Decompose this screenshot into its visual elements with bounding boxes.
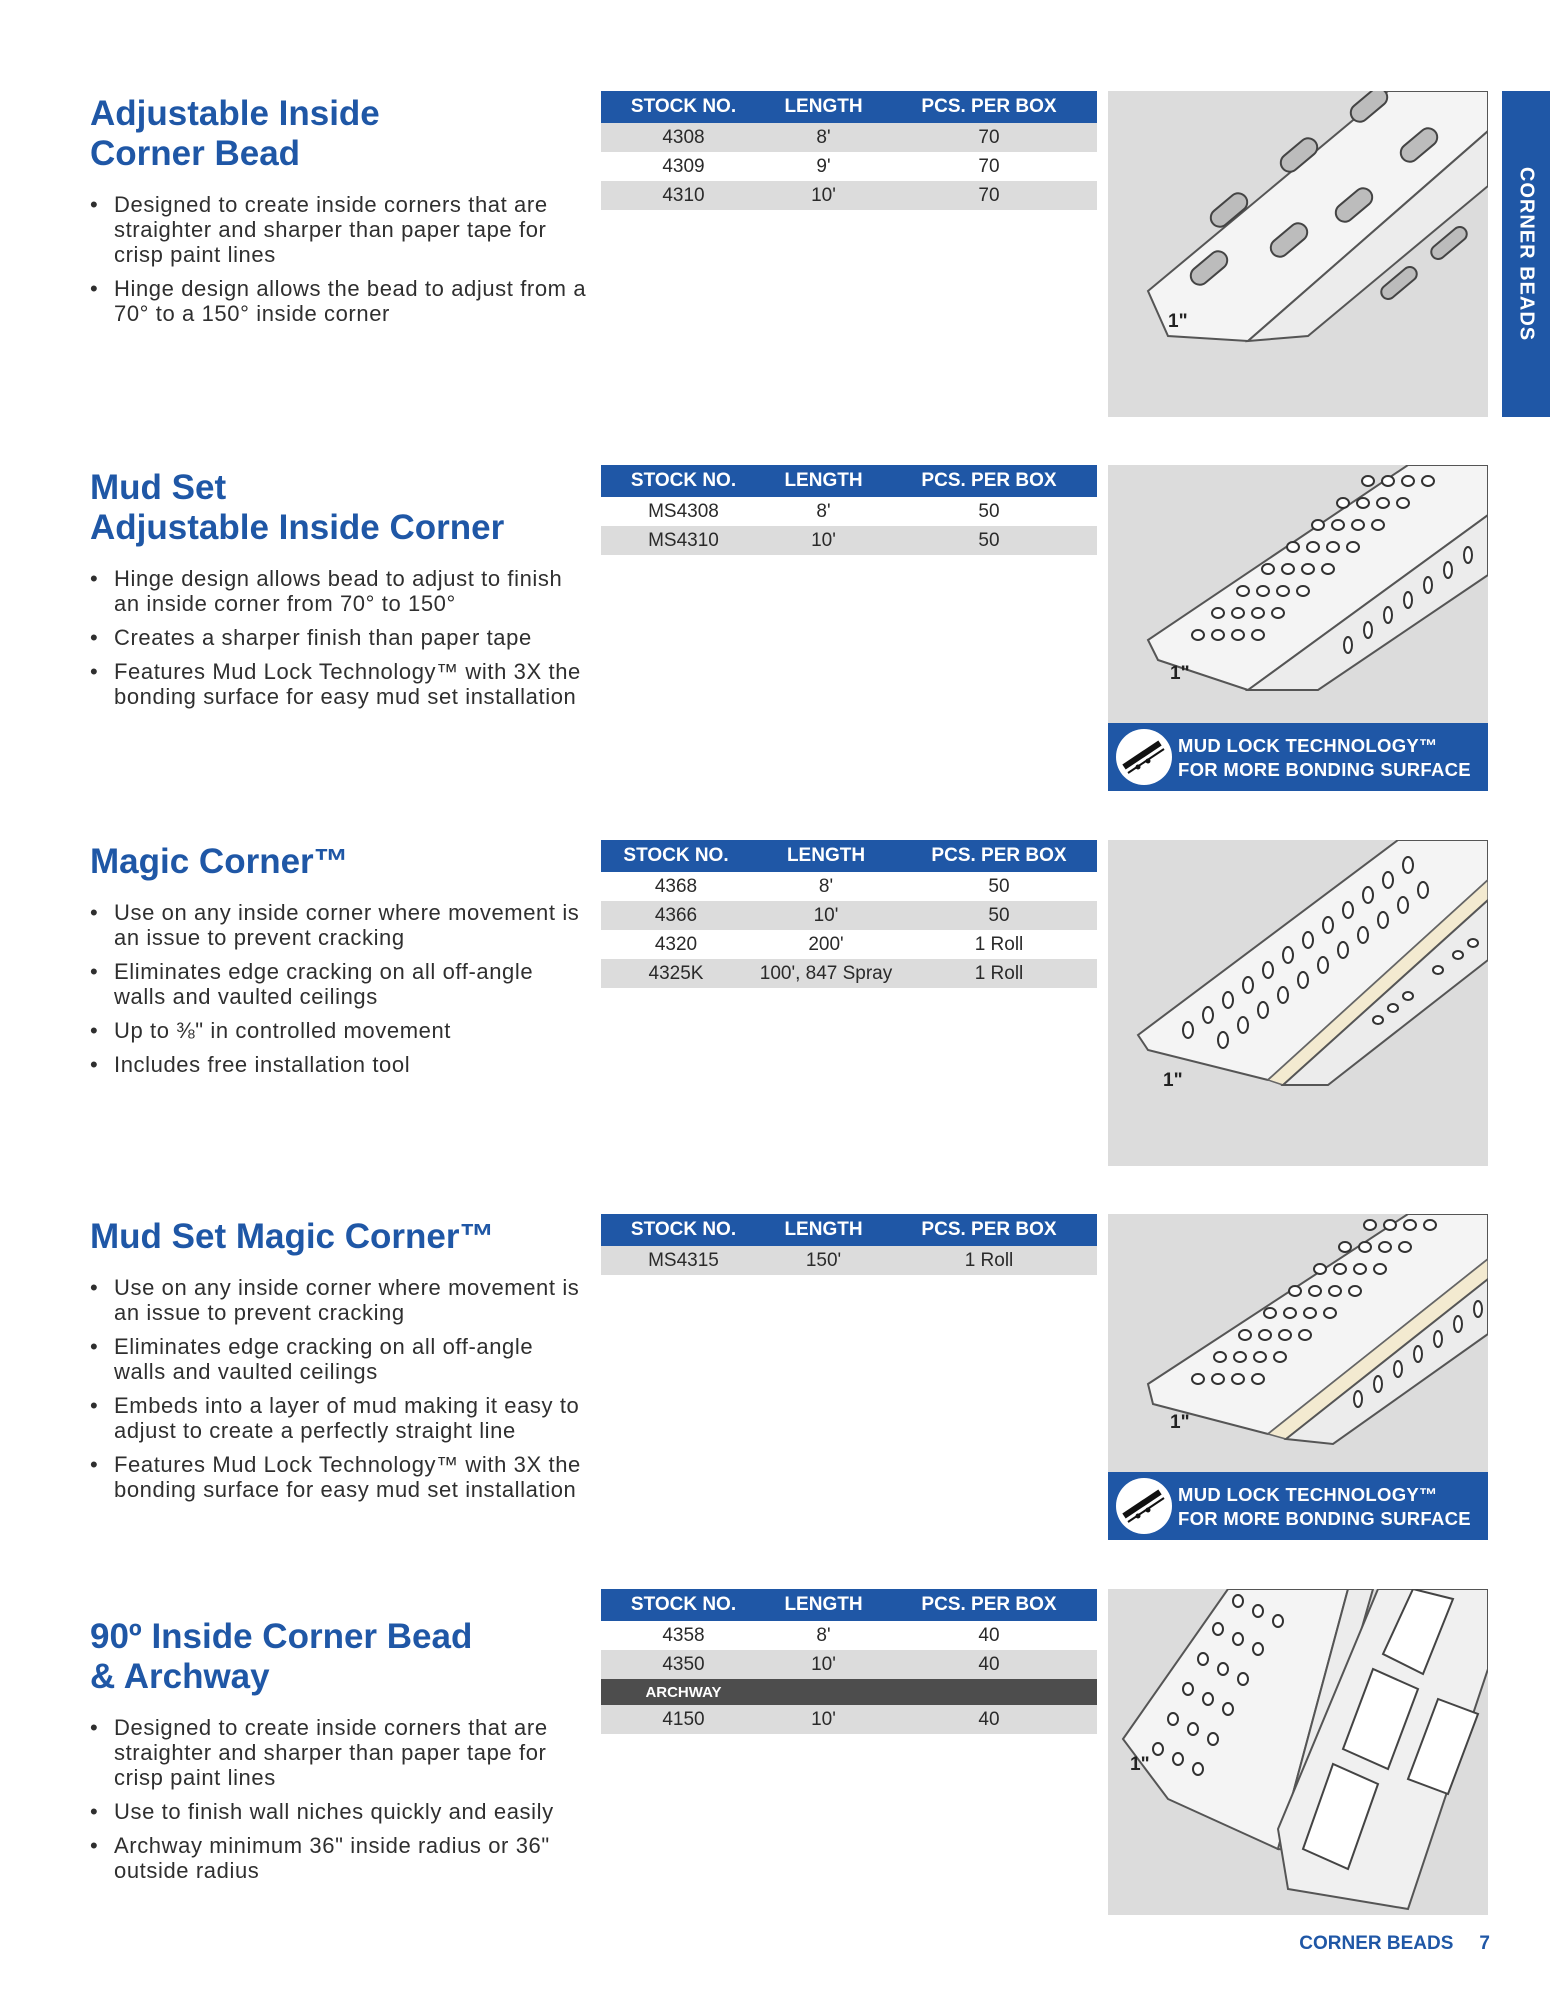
mud-lock-icon <box>1116 1478 1172 1534</box>
table-row: 4310 10' 70 <box>601 181 1097 210</box>
spec-table <box>601 1589 1097 1734</box>
table-row: 4150 10' 40 <box>601 1705 1097 1734</box>
table-row: 4350 10' 40 <box>601 1650 1097 1679</box>
footer-section: CORNER BEADS <box>1299 1933 1454 1954</box>
product-image <box>1108 91 1488 417</box>
mud-lock-badge <box>1108 723 1488 791</box>
feature-item: • Designed to create inside corners that are straighter and sharper than paper tape for crisp paint lines <box>90 192 590 267</box>
archway-label: ARCHWAY <box>601 1679 766 1705</box>
feature-item: • Designed to create inside corners that are straighter and sharper than paper tape for crisp paint lines <box>90 1715 590 1790</box>
table-row: 4308 8' 70 <box>601 123 1097 152</box>
product-title <box>90 842 590 882</box>
product-title <box>90 94 590 174</box>
mud-lock-badge <box>1108 1472 1488 1540</box>
table-row: 4368 8' 50 <box>654 875 1010 897</box>
table-row: 4309 9' 70 <box>662 155 1000 177</box>
col-pcs: PCS. PER BOX <box>881 1214 1097 1246</box>
title-line: Magic Corner™ <box>90 842 349 881</box>
table-row: 4325K 100', 847 Spray 1 Roll <box>601 959 1097 988</box>
badge-line-1: MUD LOCK TECHNOLOGY™ <box>1178 735 1438 756</box>
table-row: MS4310 10' 50 <box>601 526 1097 555</box>
feature-item: • Hinge design allows bead to adjust to finish an inside corner from 70° to 150° <box>90 566 590 616</box>
feature-item: • Features Mud Lock Technology™ with 3X the bonding surface for easy mud set installation <box>90 659 590 709</box>
title-line: Corner Bead <box>90 134 301 173</box>
feature-item: • Archway minimum 36" inside radius or 36" outside radius <box>90 1833 590 1883</box>
col-length: LENGTH <box>766 1589 881 1621</box>
col-stock: STOCK NO. <box>601 1589 766 1621</box>
spec-table <box>601 1214 1097 1275</box>
title-line: Mud Set <box>90 468 227 507</box>
feature-item: • Creates a sharper finish than paper tape <box>90 625 590 650</box>
col-stock: STOCK NO. <box>601 91 766 123</box>
feature-list <box>90 900 590 1077</box>
badge-line-2: FOR MORE BONDING SURFACE <box>1178 759 1471 780</box>
feature-list <box>90 192 590 326</box>
product-image <box>1108 465 1488 723</box>
feature-item: • Use to finish wall niches quickly and easily <box>90 1799 590 1824</box>
col-pcs: PCS. PER BOX <box>881 1589 1097 1621</box>
table-row: 4320 200' 1 Roll <box>654 933 1024 955</box>
feature-item: • Up to ⅜" in controlled movement <box>90 1018 590 1043</box>
side-tab[interactable] <box>1502 91 1550 417</box>
table-row: 4358 8' 40 <box>662 1624 1000 1646</box>
product-title <box>90 1217 590 1257</box>
feature-item: • Use on any inside corner where movement is an issue to prevent cracking <box>90 1275 590 1325</box>
page-number: 7 <box>1479 1933 1490 1954</box>
col-length: LENGTH <box>751 840 901 872</box>
feature-list <box>90 566 590 709</box>
col-stock: STOCK NO. <box>601 465 766 497</box>
col-length: LENGTH <box>766 465 881 497</box>
col-pcs: PCS. PER BOX <box>881 91 1097 123</box>
title-line: Adjustable Inside <box>90 94 380 133</box>
product-title <box>90 1617 590 1697</box>
dimension-label: 1" <box>1170 663 1190 684</box>
col-pcs: PCS. PER BOX <box>901 840 1097 872</box>
feature-item: • Includes free installation tool <box>90 1052 590 1077</box>
col-pcs: PCS. PER BOX <box>881 465 1097 497</box>
spec-table <box>601 465 1097 555</box>
spec-table <box>601 840 1097 988</box>
feature-list <box>90 1275 590 1502</box>
dimension-label: 1" <box>1168 311 1188 332</box>
table-row: 4366 10' 50 <box>601 901 1097 930</box>
product-title <box>90 468 590 548</box>
col-stock: STOCK NO. <box>601 1214 766 1246</box>
feature-item: • Eliminates edge cracking on all off-angle walls and vaulted ceilings <box>90 1334 590 1384</box>
badge-line-2: FOR MORE BONDING SURFACE <box>1178 1508 1471 1529</box>
col-length: LENGTH <box>766 91 881 123</box>
dimension-label: 1" <box>1163 1070 1183 1091</box>
title-line: Mud Set Magic Corner™ <box>90 1217 495 1256</box>
table-row: MS4308 8' 50 <box>648 500 1000 522</box>
feature-item: • Eliminates edge cracking on all off-angle walls and vaulted ceilings <box>90 959 590 1009</box>
product-image <box>1108 1214 1488 1472</box>
page-footer <box>1200 1933 1490 1955</box>
feature-item: • Use on any inside corner where movement is an issue to prevent cracking <box>90 900 590 950</box>
feature-item: • Hinge design allows the bead to adjust from a 70° to a 150° inside corner <box>90 276 590 326</box>
spec-table <box>601 91 1097 210</box>
dimension-label: 1" <box>1130 1754 1150 1775</box>
table-subheader <box>601 1679 1097 1705</box>
dimension-label: 1" <box>1170 1412 1190 1433</box>
feature-list <box>90 1715 590 1883</box>
col-stock: STOCK NO. <box>601 840 751 872</box>
title-line: & Archway <box>90 1657 270 1696</box>
side-tab-label: CORNER BEADS <box>1515 166 1538 342</box>
product-image <box>1108 1589 1488 1915</box>
col-length: LENGTH <box>766 1214 881 1246</box>
feature-item: • Features Mud Lock Technology™ with 3X the bonding surface for easy mud set installation <box>90 1452 590 1502</box>
title-line: 90º Inside Corner Bead <box>90 1617 473 1656</box>
badge-line-1: MUD LOCK TECHNOLOGY™ <box>1178 1484 1438 1505</box>
title-line: Adjustable Inside Corner <box>90 508 505 547</box>
feature-item: • Embeds into a layer of mud making it easy to adjust to create a perfectly straight line <box>90 1393 590 1443</box>
table-row: MS4315 150' 1 Roll <box>601 1246 1097 1275</box>
mud-lock-icon <box>1116 729 1172 785</box>
product-image <box>1108 840 1488 1166</box>
